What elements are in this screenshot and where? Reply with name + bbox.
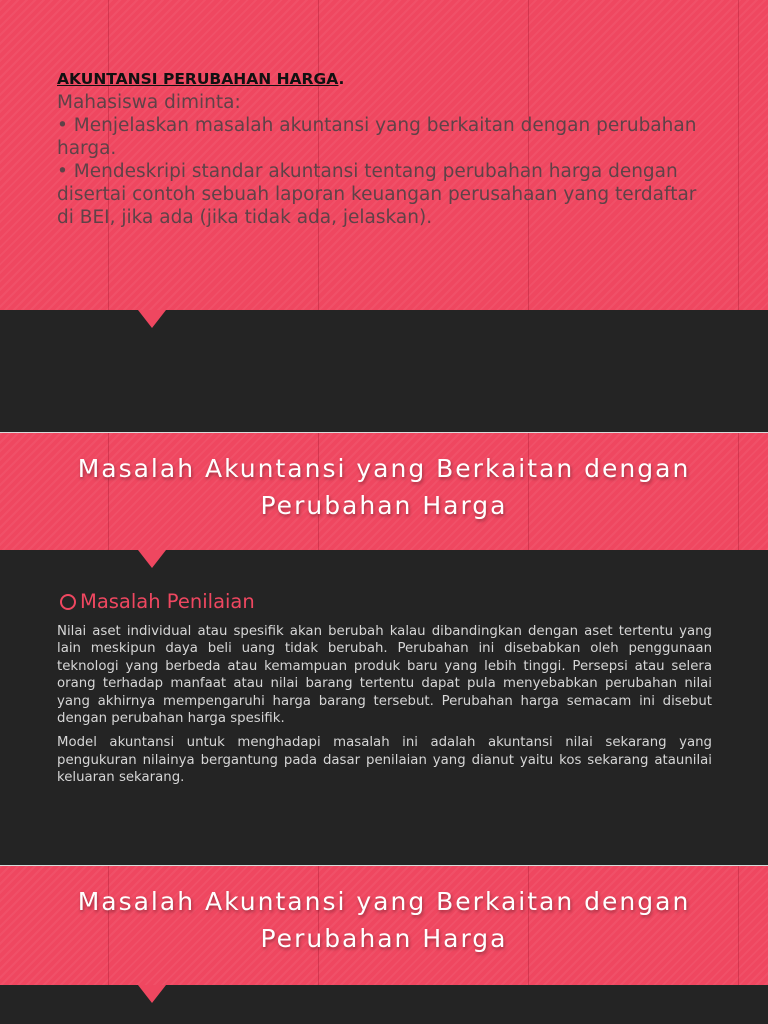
slide-2 bbox=[0, 432, 768, 865]
assignment-line: disertai contoh sebuah laporan keuangan perusahaan yang terdaftar bbox=[57, 184, 697, 205]
arrow-down-notch bbox=[138, 310, 166, 328]
slide-title: Masalah Akuntansi yang Berkaitan dengan Perubahan Harga bbox=[77, 887, 691, 953]
assignment-line: • Mendeskripi standar akuntansi tentang perubahan harga dengan bbox=[57, 161, 678, 182]
assignment-text bbox=[57, 68, 696, 229]
assignment-line: di BEI, jika ada (jika tidak ada, jelaskan). bbox=[57, 207, 433, 228]
assignment-heading bbox=[57, 68, 696, 91]
slide-1 bbox=[0, 0, 768, 432]
section-heading-label: Masalah Penilaian bbox=[80, 590, 255, 613]
assignment-line: Mahasiswa diminta: bbox=[57, 92, 241, 113]
arrow-down-notch bbox=[138, 550, 166, 568]
grid-line bbox=[738, 866, 739, 985]
body-paragraph: Model akuntansi untuk menghadapi masalah ini adalah akuntansi nilai sekarang yang pengukuran nilainya bergantung pada dasar penilaian yang dianut yaitu kos sekarang ataunilai keluaran sekarang. bbox=[57, 735, 712, 786]
circle-bullet-icon bbox=[60, 594, 76, 610]
slide-title: Masalah Akuntansi yang Berkaitan dengan Perubahan Harga bbox=[77, 454, 691, 520]
arrow-down-notch bbox=[138, 985, 166, 1003]
assignment-line: • Menjelaskan masalah akuntansi yang berkaitan dengan perubahan bbox=[57, 115, 697, 136]
grid-line bbox=[738, 433, 739, 550]
slide-3 bbox=[0, 865, 768, 1024]
assignment-heading-suffix: . bbox=[338, 70, 345, 88]
section-heading bbox=[60, 590, 255, 614]
title-band bbox=[0, 866, 768, 985]
assignment-line: harga. bbox=[57, 138, 117, 159]
assignment-heading-text: AKUNTANSI PERUBAHAN HARGA bbox=[57, 70, 339, 88]
grid-line bbox=[738, 0, 739, 310]
body-paragraph: Nilai aset individual atau spesifik akan berubah kalau dibandingkan dengan aset tertentu yang lain meskipun daya beli uang tidak berubah. Perubahan ini disebabkan oleh penggunaan teknologi yang berbeda atau kemampuan produk baru yang lebih tinggi. Persepsi atau selera orang terhadap manfaat atau nilai barang tertentu dapat pula menyebabkan perubahan nilai yang akhirnya mempengaruhi harga barang tersebut. Perubahan harga semacam ini disebut dengan perubahan harga spesifik. bbox=[57, 624, 712, 727]
body-text bbox=[57, 623, 712, 794]
title-band bbox=[0, 433, 768, 550]
